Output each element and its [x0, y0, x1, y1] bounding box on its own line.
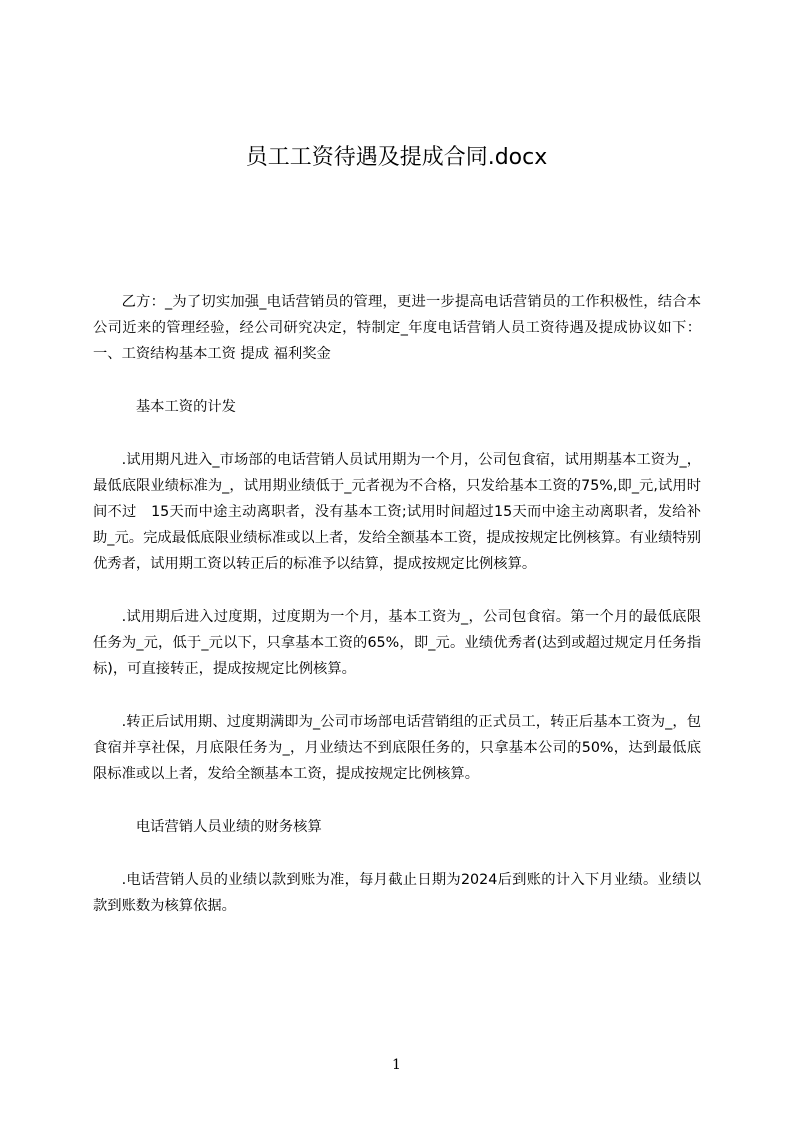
- section-heading-accounting: 电话营销人员业绩的财务核算: [135, 819, 322, 835]
- section-heading-basic-salary: 基本工资的计发: [135, 399, 236, 415]
- regular-employee-paragraph: .转正后试用期、过度期满即为_公司市场部电话营销组的正式员工，转正后基本工资为_，包食宿并享社保，月底限任务为_，月业绩达不到底限任务的，只拿基本公司的50%，达到最低底限标准或以上者，发给全额基本工资，提成按规定比例核算。: [93, 714, 701, 782]
- intro-paragraph: 乙方：_为了切实加强_电话营销员的管理，更进一步提高电话营销员的工作积极性，结合本公司近来的管理经验，经公司研究决定，特制定_年度电话营销人员工资待遇及提成协议如下：一、工资结构基本工资 提成 福利奖金: [93, 294, 701, 362]
- probation-paragraph: .试用期凡进入_市场部的电话营销人员试用期为一个月，公司包食宿，试用期基本工资为_，最低底限业绩标准为_，试用期业绩低于_元者视为不合格，只发给基本工资的75%,即_元,试用时间不过 15天而中途主动离职者，没有基本工资;试用时间超过15天而中途主动离职者，发给补助_元。完成最低底限业绩标准或以上者，发给全额基本工资，提成按规定比例核算。有业绩特别优秀者，试用期工资以转正后的标准予以结算，提成按规定比例核算。: [93, 452, 701, 572]
- performance-accounting-paragraph: .电话营销人员的业绩以款到账为准，每月截止日期为2024后到账的计入下月业绩。业绩以款到账数为核算依据。: [93, 872, 701, 914]
- transition-period-paragraph: .试用期后进入过度期，过度期为一个月，基本工资为_，公司包食宿。第一个月的最低底限任务为_元，低于_元以下，只拿基本工资的65%，即_元。业绩优秀者(达到或超过规定月任务指标)，可直接转正，提成按规定比例核算。: [93, 609, 701, 677]
- document-title: 员工工资待遇及提成合同.docx: [245, 145, 548, 170]
- page-number: 1: [392, 1057, 401, 1073]
- document-body: [93, 289, 701, 946]
